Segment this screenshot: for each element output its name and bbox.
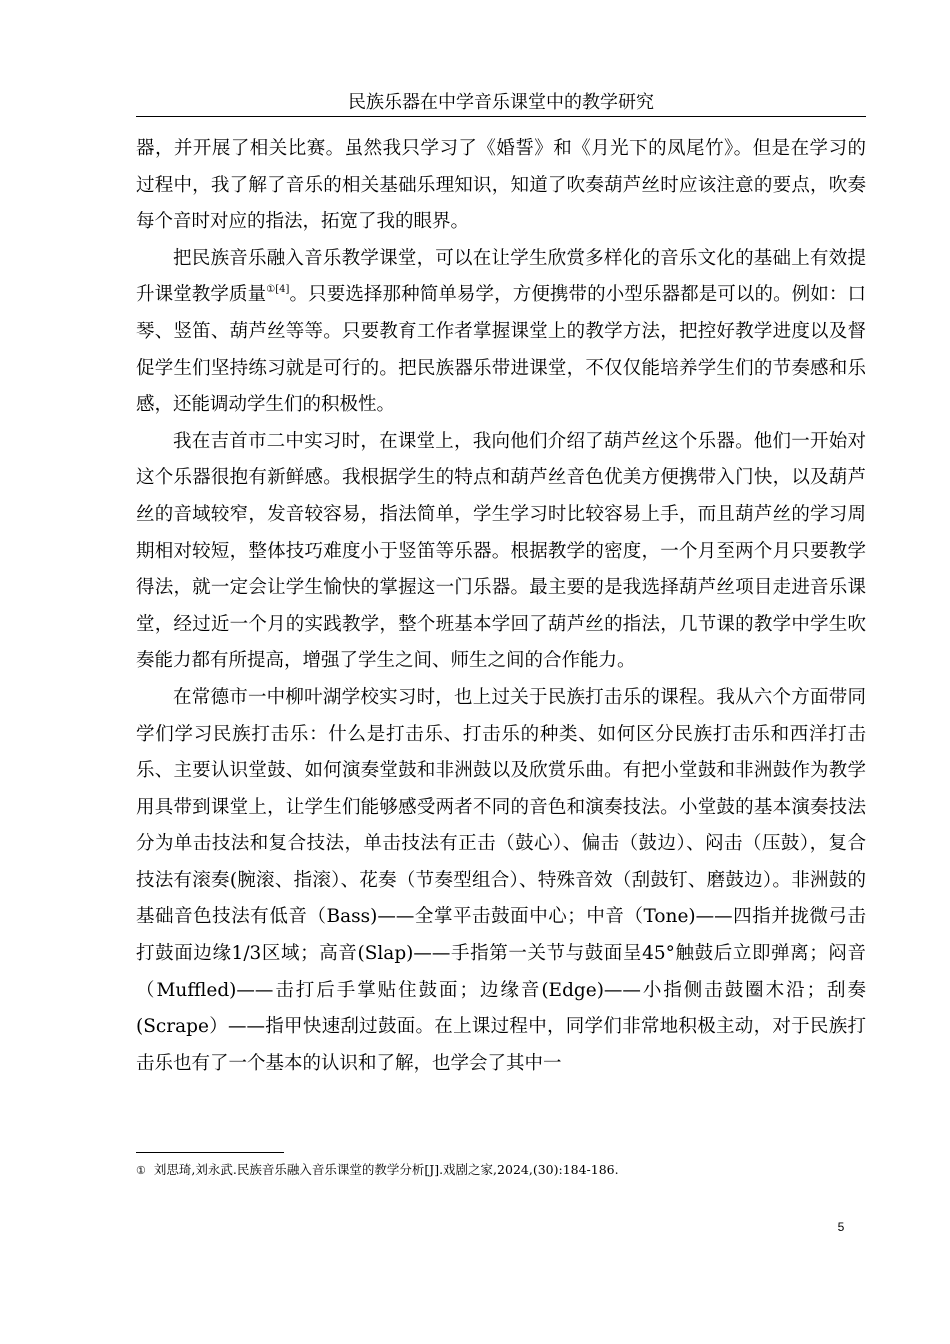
paragraph-text-before-ref: 把民族音乐融入音乐教学课堂，可以在让学生欣赏多样化的音乐文化的基础上有效提升课堂教学质量 <box>136 247 866 306</box>
paragraph-jishou-internship: 我在吉首市二中实习时，在课堂上，我向他们介绍了葫芦丝这个乐器。他们一开始对这个乐器很抱有新鲜感。我根据学生的特点和葫芦丝音色优美方便携带入门快，以及葫芦丝的音域较窄，发音较容易，指法简单，学生学习时比较容易上手，而且葫芦丝的学习周期相对较短，整体技巧难度小于竖笛等乐器。根据教学的密度，一个月至两个月只要教学得法，就一定会让学生愉快的掌握这一门乐器。最主要的是我选择葫芦丝项目走进音乐课堂，经过近一个月的实践教学，整个班基本学回了葫芦丝的指法，几节课的教学中学生吹奏能力都有所提高，增强了学生之间、师生之间的合作能力。 <box>136 430 866 672</box>
running-header: 民族乐器在中学音乐课堂中的教学研究 <box>348 92 654 113</box>
footnote-rule <box>136 1152 284 1153</box>
page-number: 5 <box>837 1220 845 1234</box>
header-rule <box>136 116 866 117</box>
body-text <box>136 131 866 1082</box>
paragraph-folk-music-integration <box>136 241 866 424</box>
paragraph-changde-internship: 在常德市一中柳叶湖学校实习时，也上过关于民族打击乐的课程。我从六个方面带同学们学习民族打击乐：什么是打击乐、打击乐的种类、如何区分民族打击乐和西洋打击乐、主要认识堂鼓、如何演奏堂鼓和非洲鼓以及欣赏乐曲。有把小堂鼓和非洲鼓作为教学用具带到课堂上，让学生们能够感受两者不同的音色和演奏技法。小堂鼓的基本演奏技法分为单击技法和复合技法，单击技法有正击（鼓心）、偏击（鼓边）、闷击（压鼓），复合技法有滚奏(腕滚、指滚）、花奏（节奏型组合）、特殊音效（刮鼓钉、磨鼓边）。非洲鼓的基础音色技法有低音（Bass)——全掌平击鼓面中心；中音（Tone)——四指并拢微弓击打鼓面边缘1/3区域；高音(Slap)——手指第一关节与鼓面呈45°触鼓后立即弹离；闷音（Muffled)——击打后手掌贴住鼓面；边缘音(Edge)——小指侧击鼓圈木沿；刮奏(Scrape）——指甲快速刮过鼓面。在上课过程中，同学们非常地积极主动，对于民族打击乐也有了一个基本的认识和了解，也学会了其中一 <box>136 686 866 1074</box>
paragraph-text-after-ref: 。只要选择那种简单易学，方便携带的小型乐器都是可以的。例如：口琴、竖笛、葫芦丝等等。只要教育工作者掌握课堂上的教学方法，把控好教学进度以及督促学生们坚持练习就是可行的。把民族器乐带进课堂，不仅仅能培养学生们的节奏感和乐感，还能调动学生们的积极性。 <box>136 284 866 416</box>
footnote-reference[interactable]: ①[4] <box>266 284 290 296</box>
footnote-citation: 刘思琦,刘永武.民族音乐融入音乐课堂的教学分析[J].戏剧之家,2024,(30):184-186. <box>153 1162 619 1177</box>
footnote-marker: ① <box>136 1164 146 1177</box>
footnote <box>136 1161 866 1180</box>
paragraph-continuation: 器，并开展了相关比赛。虽然我只学习了《婚誓》和《月光下的凤尾竹》。但是在学习的过程中，我了解了音乐的相关基础乐理知识，知道了吹奏葫芦丝时应该注意的要点，吹奏每个音时对应的指法，拓宽了我的眼界。 <box>136 138 866 233</box>
